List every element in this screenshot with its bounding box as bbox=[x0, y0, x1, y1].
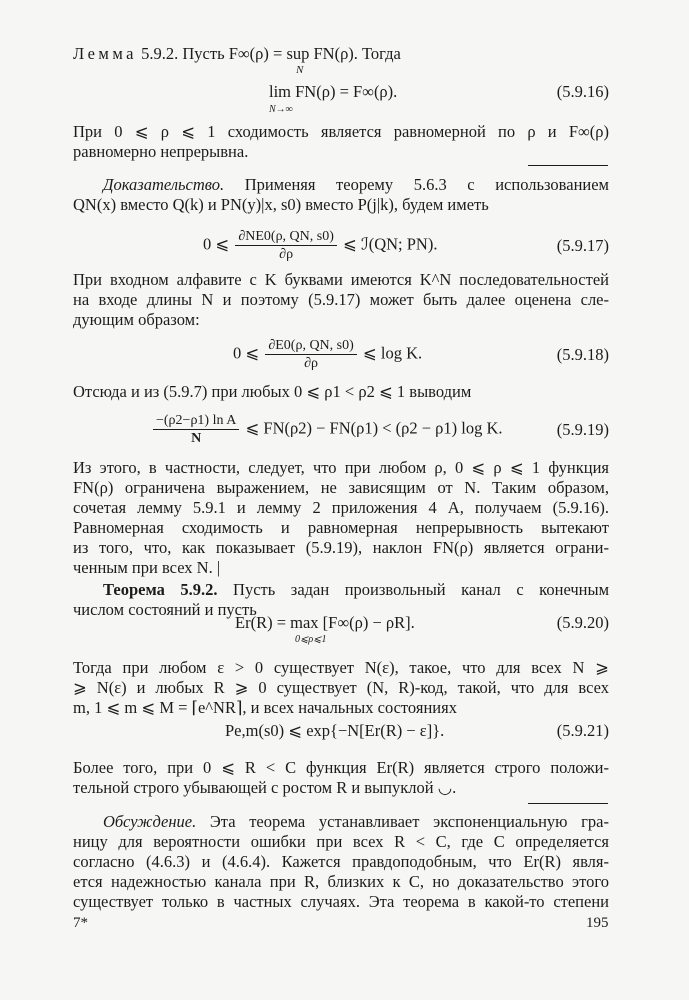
discussion-line-1-rest: Эта теорема устанавливает экспоненциальную гра- bbox=[196, 812, 609, 831]
proof-line-3: При входном алфавите с K буквами имеются K^N последовательностей bbox=[73, 270, 609, 289]
sup-subscript: N bbox=[296, 64, 304, 76]
fraction-denominator: ∂ρ bbox=[304, 356, 318, 371]
proof-line-4: на входе длины N и поэтому (5.9.17) может быть далее оценена сле- bbox=[73, 290, 609, 309]
theorem-line-b: тельной строго убывающей с ростом R и выпуклой ◡. bbox=[73, 778, 457, 797]
discussion-label: Обсуждение. bbox=[103, 812, 197, 831]
discussion-body-line: согласно (4.6.3) и (4.6.4). Кажется правдоподобным, что Er(R) явля- bbox=[73, 852, 609, 871]
discussion-line-1 bbox=[73, 812, 609, 832]
theorem-line-1 bbox=[73, 580, 609, 600]
discussion-body-line: существует только в частных случаях. Эта теорема в какой-то степени bbox=[73, 892, 609, 911]
theorem-body-line: ⩾ N(ε) и любых R ⩾ 0 существует (N, R)-код, такой, что для всех bbox=[73, 678, 609, 697]
fraction bbox=[153, 412, 239, 447]
equation-number: (5.9.21) bbox=[556, 721, 609, 740]
theorem-label: Теорема 5.9.2. bbox=[103, 580, 218, 599]
lim-subscript: N→∞ bbox=[269, 104, 293, 115]
section-divider bbox=[528, 803, 608, 804]
equation-5-9-17 bbox=[73, 224, 609, 262]
signature-mark: 7* bbox=[73, 915, 88, 931]
proof-label: Доказательство. bbox=[103, 175, 225, 194]
equation-number: (5.9.16) bbox=[556, 82, 609, 101]
lemma-line-2: При 0 ⩽ ρ ⩽ 1 сходимость является равномерной по ρ и F∞(ρ) bbox=[73, 122, 609, 141]
proof-line-1-rest: Применяя теорему 5.6.3 с использованием bbox=[224, 175, 609, 194]
lemma-label: Лемма bbox=[73, 44, 137, 63]
page-number: 195 bbox=[586, 915, 609, 931]
equation-5-9-18 bbox=[73, 333, 609, 371]
proof-line-5: дующим образом: bbox=[73, 310, 200, 329]
equation-body: lim FN(ρ) = F∞(ρ). bbox=[269, 82, 398, 101]
fraction-denominator: N bbox=[191, 431, 202, 446]
fraction-numerator: ∂NE0(ρ, QN, s0) bbox=[235, 228, 337, 246]
equation-body: Er(R) = max [F∞(ρ) − ρR]. bbox=[235, 613, 415, 632]
discussion-body-line: ницу для вероятности ошибки при всех R < C, где C определяется bbox=[73, 832, 609, 851]
equation-body: Pe,m(s0) ⩽ exp{−N[Er(R) − ε]}. bbox=[225, 721, 445, 740]
eq-right: ⩽ FN(ρ2) − FN(ρ1) < (ρ2 − ρ1) log K. bbox=[245, 418, 503, 438]
proof-body-line: сочетая лемму 5.9.1 и лемму 2 приложения 4 A, получаем (5.9.16). bbox=[73, 498, 609, 517]
equation-number: (5.9.20) bbox=[556, 613, 609, 632]
section-divider bbox=[528, 165, 608, 166]
fraction bbox=[235, 228, 337, 263]
equation-5-9-16 bbox=[73, 82, 609, 115]
max-subscript: 0⩽ρ⩽1 bbox=[295, 634, 327, 645]
lemma-statement bbox=[73, 44, 609, 64]
proof-body-line: Из этого, в частности, следует, что при любом ρ, 0 ⩽ ρ ⩽ 1 функция bbox=[73, 458, 609, 477]
theorem-body-line: Тогда при любом ε > 0 существует N(ε), такое, что для всех N ⩾ bbox=[73, 658, 609, 677]
theorem-line-2: числом состояний и пусть bbox=[73, 600, 257, 619]
equation-5-9-20 bbox=[73, 613, 609, 643]
proof-last-line: ченным при всех N. | bbox=[73, 558, 221, 577]
equation-number: (5.9.19) bbox=[556, 420, 609, 439]
equation-number: (5.9.18) bbox=[556, 345, 609, 364]
eq-right: ⩽ log K. bbox=[362, 343, 423, 363]
equation-body bbox=[203, 228, 437, 263]
theorem-body-line: m, 1 ⩽ m ⩽ M = ⌈e^NR⌉, и всех начальных состояниях bbox=[73, 698, 457, 717]
theorem-line-a: Более того, при 0 ⩽ R < C функция Er(R) является строго положи- bbox=[73, 758, 609, 777]
eq-left: 0 ⩽ bbox=[203, 234, 230, 254]
theorem-line-1-rest: Пусть задан произвольный канал с конечным bbox=[217, 580, 610, 599]
equation-body bbox=[233, 337, 422, 372]
proof-body-line: Равномерная сходимость и равномерная непрерывность вытекают bbox=[73, 518, 609, 537]
equation-number: (5.9.17) bbox=[556, 236, 609, 255]
fraction-numerator: ∂E0(ρ, QN, s0) bbox=[265, 337, 356, 355]
equation-body bbox=[151, 412, 503, 447]
equation-5-9-21 bbox=[73, 721, 609, 751]
equation-5-9-19 bbox=[73, 408, 609, 446]
lemma-line-1: 5.9.2. Пусть F∞(ρ) = sup FN(ρ). Тогда bbox=[141, 44, 401, 63]
discussion-body-line: ется надежностью канала при R, близких к C, но доказательство этого bbox=[73, 872, 609, 891]
proof-body-line: FN(ρ) ограничена выражением, не зависящим от N. Таким образом, bbox=[73, 478, 609, 497]
eq-left: 0 ⩽ bbox=[233, 343, 260, 363]
proof-line-6: Отсюда и из (5.9.7) при любых 0 ⩽ ρ1 < ρ2 ⩽ 1 выводим bbox=[73, 382, 472, 401]
fraction bbox=[265, 337, 356, 372]
proof-body-line: из того, что, как показывает (5.9.19), наклон FN(ρ) является ограни- bbox=[73, 538, 609, 557]
proof-line-2: QN(x) вместо Q(k) и PN(y)|x, s0) вместо P(j|k), будем иметь bbox=[73, 195, 489, 214]
proof-line-1 bbox=[73, 175, 609, 195]
eq-right: ⩽ ℐ(QN; PN). bbox=[343, 234, 438, 254]
fraction-denominator: ∂ρ bbox=[279, 247, 294, 262]
lemma-line-3: равномерно непрерывна. bbox=[73, 142, 249, 161]
fraction-numerator: −(ρ2−ρ1) ln A bbox=[153, 412, 239, 430]
